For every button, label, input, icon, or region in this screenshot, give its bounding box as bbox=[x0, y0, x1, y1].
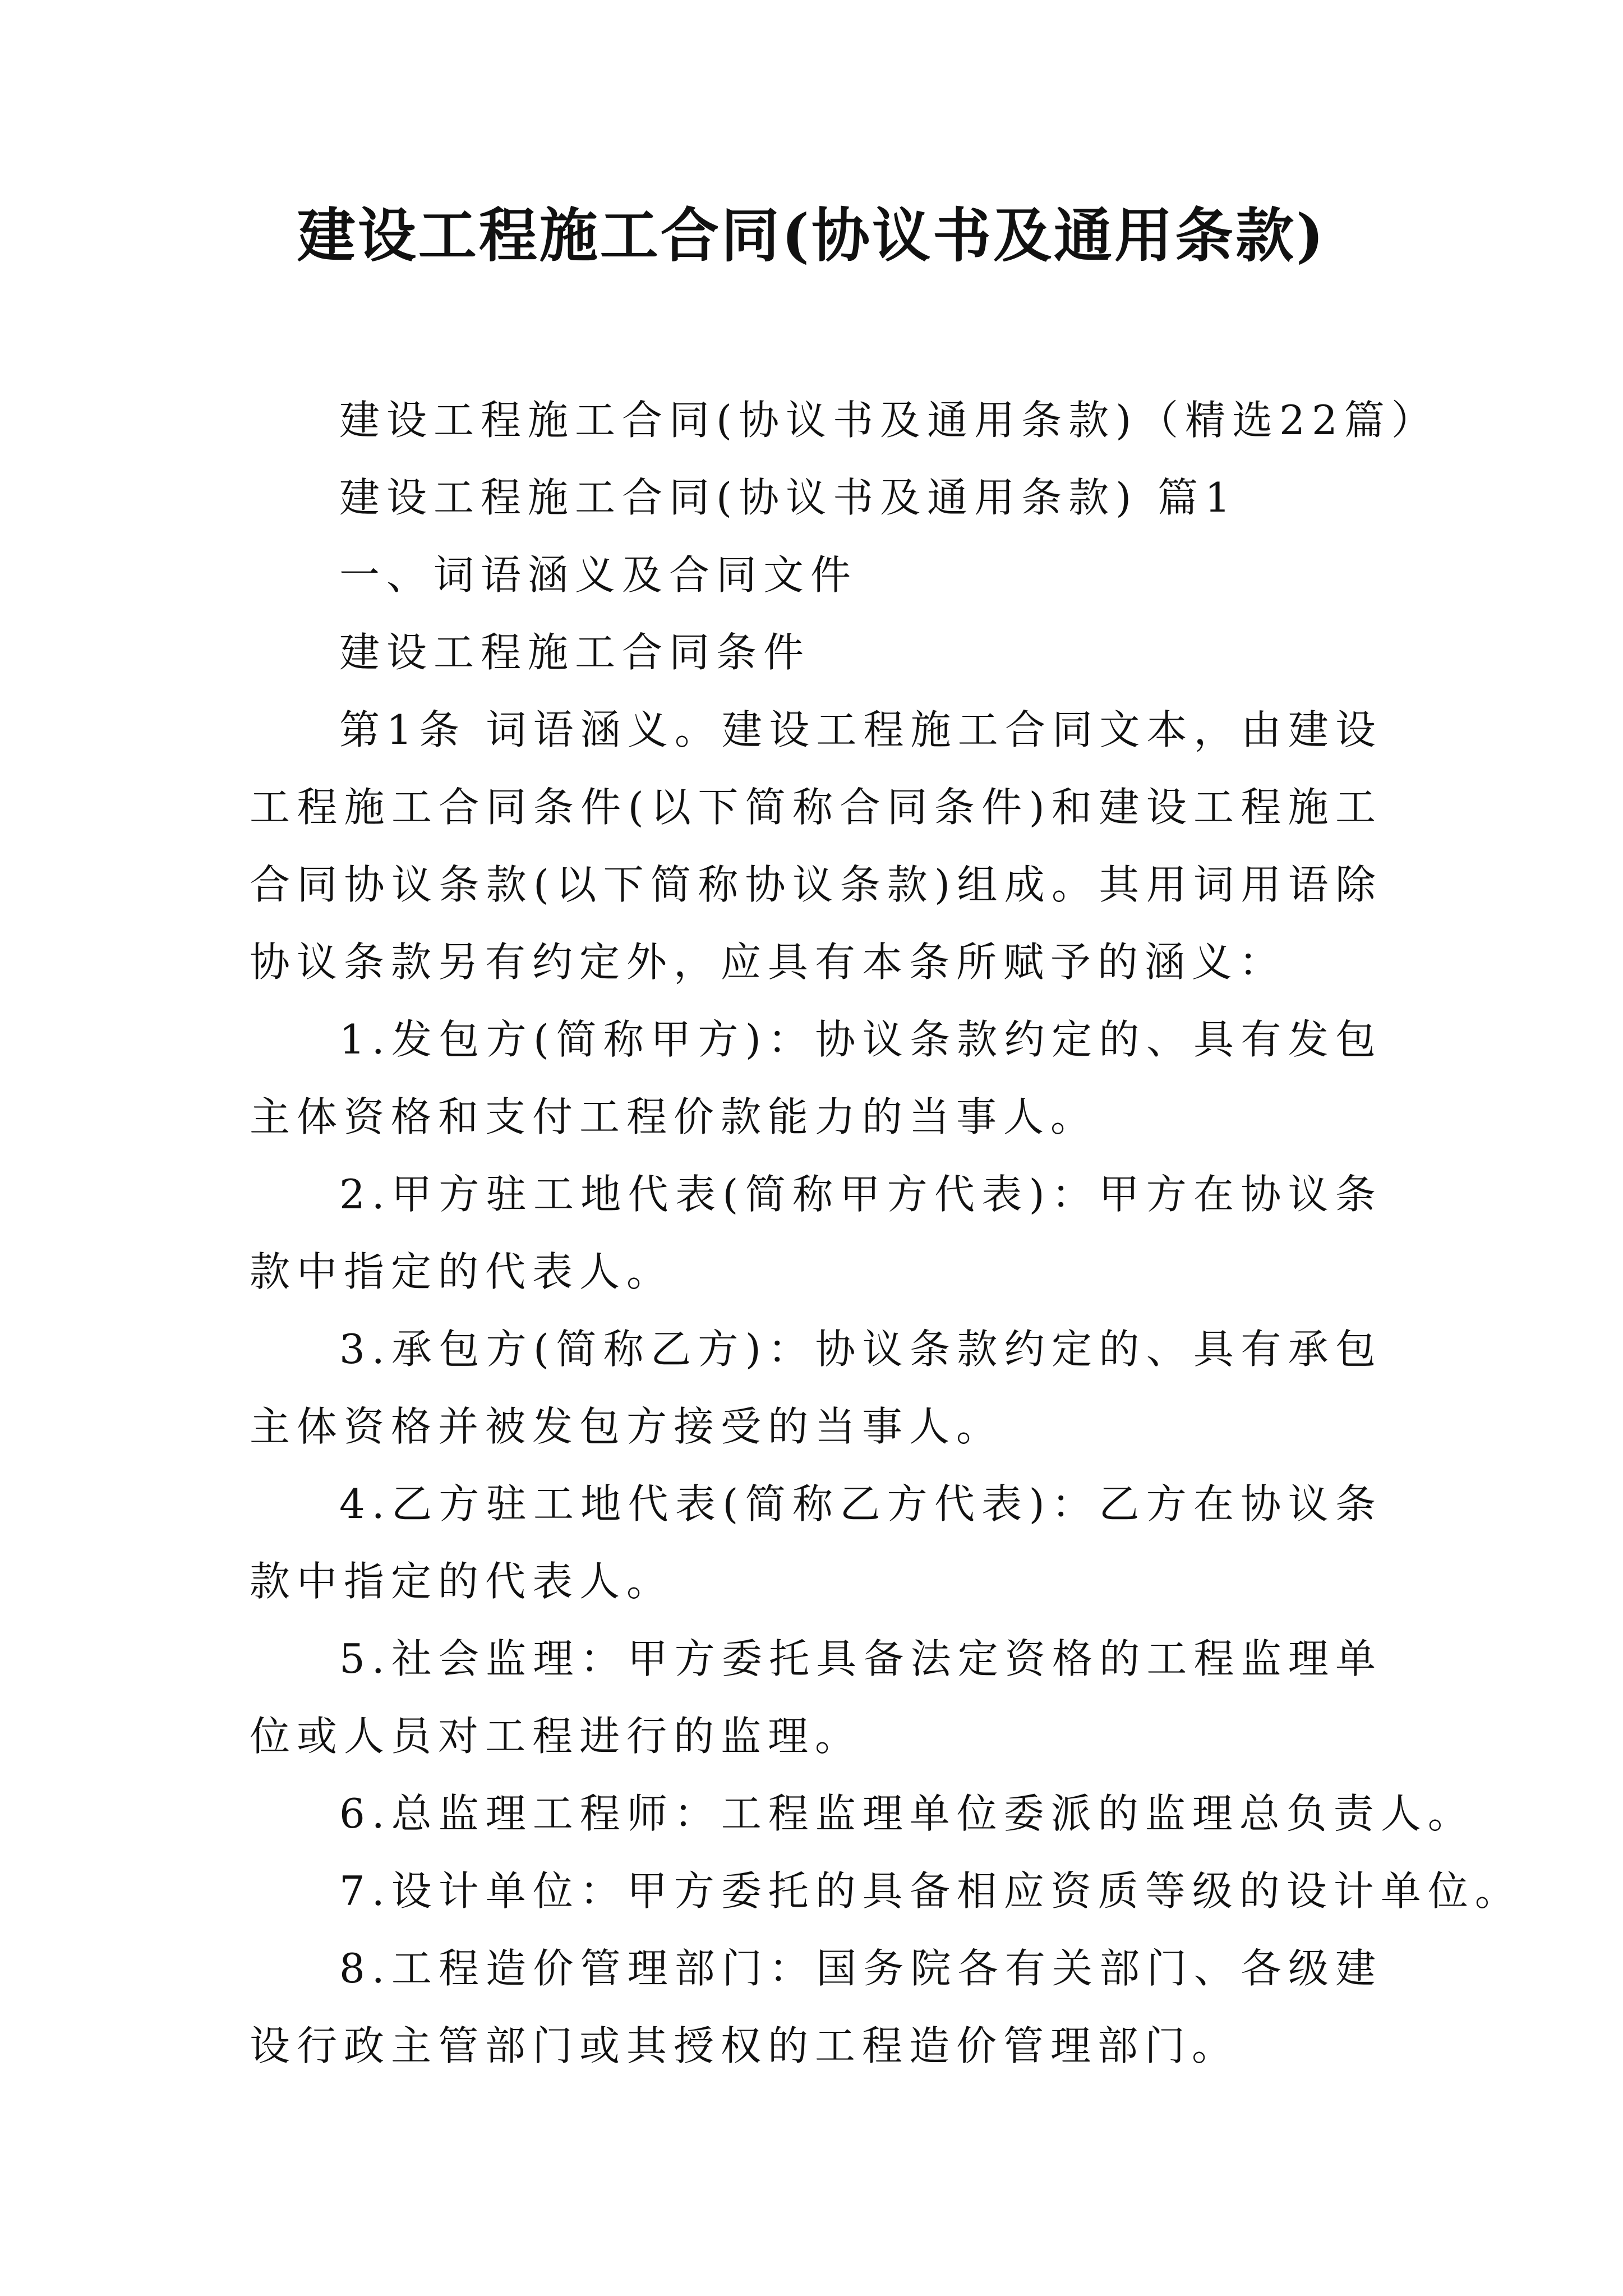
paragraph-definition-8: 8.工程造价管理部门：国务院各有关部门、各级建设行政主管部门或其授权的工程造价管理部门。 bbox=[250, 1945, 1382, 2069]
paragraph-definition-3: 3.承包方(简称乙方)：协议条款约定的、具有承包主体资格并被发包方接受的当事人。 bbox=[250, 1326, 1382, 1450]
paragraph-definition-6: 6.总监理工程师：工程监理单位委派的监理总负责人。 bbox=[339, 1790, 1475, 1837]
paragraph-section-heading: 一、词语涵义及合同文件 bbox=[339, 551, 858, 599]
paragraph-article-1: 第1条 词语涵义。建设工程施工合同文本，由建设工程施工合同条件(以下简称合同条件)和建设工程施工合同协议条款(以下简称协议条款)组成。其用词用语除协议条款另有约定外，应具有本条所赋予的涵义： bbox=[250, 706, 1382, 986]
paragraph-definition-7: 7.设计单位：甲方委托的具备相应资质等级的设计单位。 bbox=[339, 1867, 1522, 1915]
paragraph-contract-conditions-heading: 建设工程施工合同条件 bbox=[339, 629, 811, 676]
document-body bbox=[250, 381, 1522, 2085]
paragraph-definition-2: 2.甲方驻工地代表(简称甲方代表)：甲方在协议条款中指定的代表人。 bbox=[250, 1171, 1382, 1295]
document-title: 建设工程施工合同(协议书及通用条款) bbox=[297, 201, 1326, 270]
paragraph-definition-1: 1.发包方(简称甲方)：协议条款约定的、具有发包主体资格和支付工程价款能力的当事人。 bbox=[250, 1016, 1382, 1140]
paragraph-definition-5: 5.社会监理：甲方委托具备法定资格的工程监理单位或人员对工程进行的监理。 bbox=[250, 1635, 1382, 1760]
paragraph-collection-title: 建设工程施工合同(协议书及通用条款)（精选22篇） bbox=[339, 397, 1438, 444]
paragraph-definition-4: 4.乙方驻工地代表(简称乙方代表)：乙方在协议条款中指定的代表人。 bbox=[250, 1480, 1382, 1605]
paragraph-part-heading: 建设工程施工合同(协议书及通用条款) 篇1 bbox=[339, 474, 1237, 521]
